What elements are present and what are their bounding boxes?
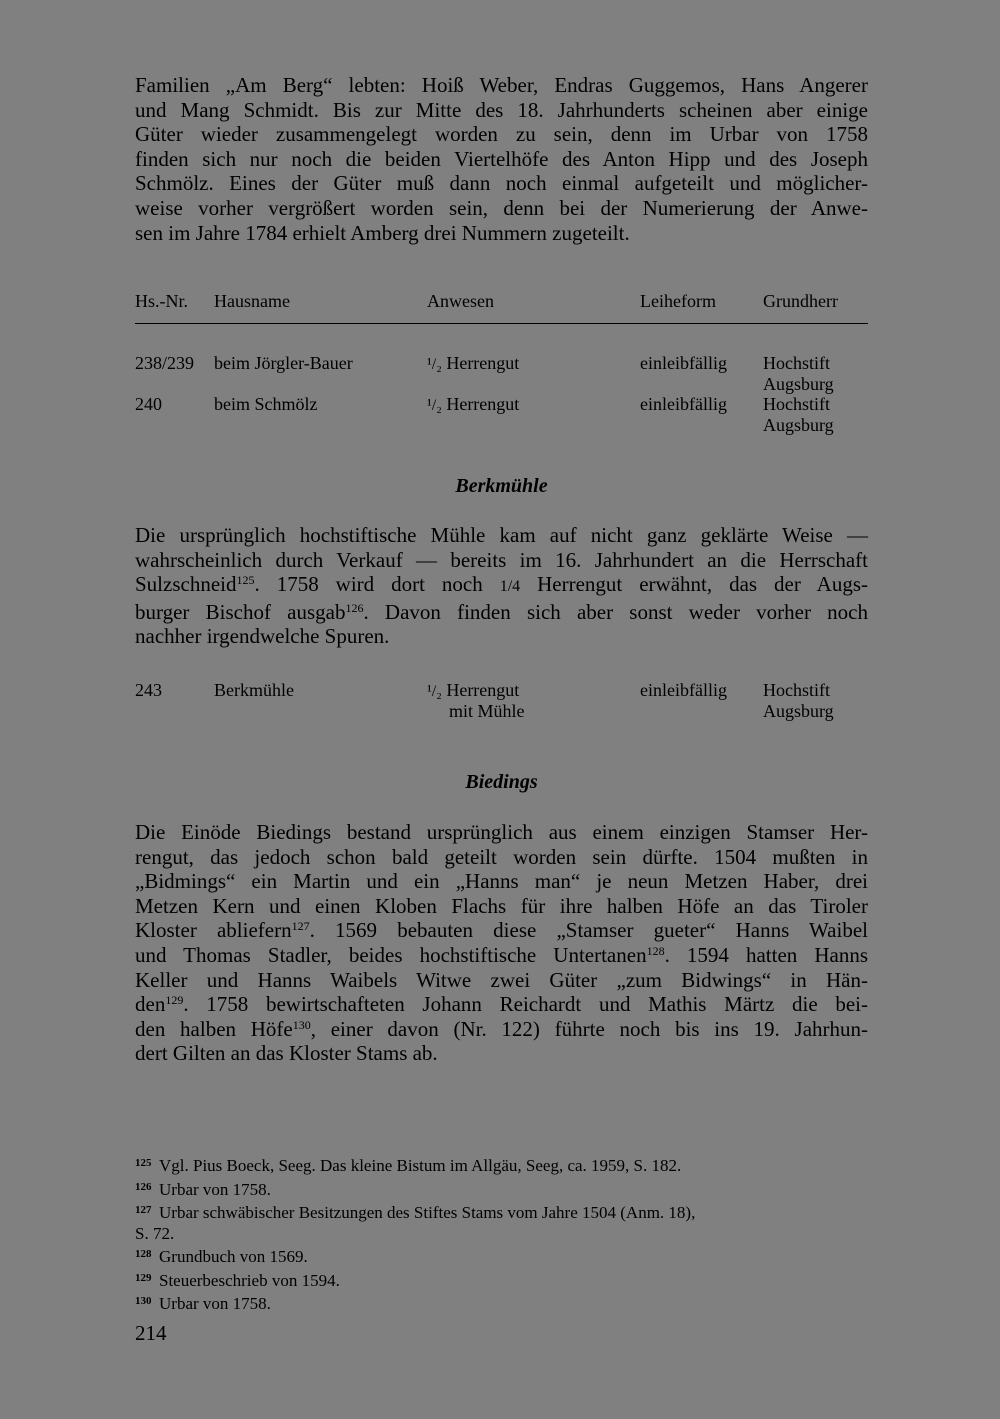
cell-nr: 238/239 [135,353,195,373]
column-header-hausname: Hausname [214,291,290,311]
footnote-text: Vgl. Pius Boeck, Seeg. Das kleine Bistum im Allgäu, Seeg, ca. 1959, S. 182. [159,1156,682,1175]
footnote-number: 126 [135,1180,152,1193]
cell-nr: 243 [135,680,162,700]
intro-paragraph [135,73,868,245]
cell-anwesen-line2: mit Mühle [449,701,525,721]
text-line: dert Gilten an das Kloster Stams ab. [135,1041,438,1066]
cell-anwesen: ¹/₂ Herrengut [427,680,520,700]
text-line: finden sich nur noch die beiden Viertelhöfe des Anton Hipp und des Joseph [135,146,868,171]
text-line: Metzen Kern und einen Kloben Flachs für ihre halben Höfe an das Tiroler [135,893,868,918]
text-line: Familien „Am Berg“ lebten: Hoiß Weber, Endras Guggemos, Hans Angerer [135,73,868,97]
footnote-ref: 130 [292,1017,311,1032]
text-line: burger Bischof ausgab$^{126}$. Davon finden sich aber sonst weder vorher noch [135,599,868,624]
footnote [135,1153,870,1177]
text-line: Schmölz. Eines der Güter muß dann noch einmal aufgeteilt und möglicher- [135,171,868,196]
footnote-ref: 127 [291,919,310,934]
table-rule [135,323,868,324]
cell-grundherr: Hochstift [763,680,830,700]
biedings-paragraph [135,820,868,1066]
table-row [135,353,868,395]
fraction: 1/4 [499,578,521,596]
cell-hausname: beim Schmölz [214,394,318,414]
berkmuehle-paragraph [135,523,868,649]
column-header-leiheform: Leiheform [640,291,716,311]
text-line: den$^{129}$. 1758 bewirtschafteten Johann Reichardt und Mathis Märtz die bei- [135,992,868,1017]
cell-grundherr: Hochstift [763,394,830,414]
text-line: und Thomas Stadler, beides hochstiftische Untertanen$^{128}$. 1594 hatten Hanns [135,942,868,967]
cell-anwesen: ¹/₂ Herrengut [427,394,520,414]
cell-grundherr-line2: Augsburg [763,701,834,721]
text-line: Die ursprünglich hochstiftische Mühle kam auf nicht ganz geklärte Weise — [135,523,868,547]
footnote-number: 129 [135,1271,152,1284]
cell-anwesen: ¹/₂ Herrengut [427,353,520,373]
text-line: rengut, das jedoch schon bald geteilt worden sein dürfte. 1504 mußten in [135,844,868,869]
column-header-anwesen: Anwesen [427,291,494,311]
table-row [135,394,868,436]
cell-leiheform: einleibfällig [640,353,727,373]
footnote-continuation: S. 72. [135,1223,175,1243]
text-line: und Mang Schmidt. Bis zur Mitte des 18. Jahrhunderts scheinen aber einige [135,97,868,122]
section-title-berkmuehle: Berkmühle [455,475,548,497]
text-line: nachher irgendwelche Spuren. [135,624,390,649]
footnote [135,1291,870,1315]
footnote-text: Grundbuch von 1569. [159,1247,308,1266]
text-line: sen im Jahre 1784 erhielt Amberg drei Nummern zugeteilt. [135,220,630,245]
footnote-text: Steuerbeschrieb von 1594. [159,1270,340,1290]
footnote-ref: 126 [345,600,364,615]
footnote-text: Urbar von 1758. [159,1179,271,1199]
text-line: Güter wieder zusammengelegt worden zu sein, denn im Urbar von 1758 [135,122,868,147]
footnote-number: 127 [135,1204,152,1216]
cell-hausname: beim Jörgler-Bauer [214,353,353,373]
footnote [135,1177,870,1201]
text-line: weise vorher vergrößert worden sein, denn bei der Numerierung der Anwe- [135,195,868,220]
footnote-ref: 125 [236,573,255,588]
cell-nr: 240 [135,394,162,414]
text-line: den halben Höfe$^{130}$, einer davon (Nr. 122) führte noch bis ins 19. Jahrhun- [135,1016,868,1041]
column-header-grundherr: Grundherr [763,291,838,311]
cell-hausname: Berkmühle [214,680,294,700]
cell-leiheform: einleibfällig [640,394,727,414]
footnote [135,1244,870,1268]
text-line: Sulzschneid$^{125}$. 1758 wird dort noch 1/4 Herrengut erwähnt, das der Augs- [135,572,868,597]
cell-grundherr-line2: Augsburg [763,374,834,394]
footnote-ref: 129 [165,993,184,1008]
cell-grundherr: Hochstift [763,353,830,373]
footnote-number: 125 [135,1157,152,1169]
cell-grundherr-line2: Augsburg [763,415,834,435]
footnote-text: Urbar schwäbischer Besitzungen des Stiftes Stams vom Jahre 1504 (Anm. 18), [159,1203,696,1222]
section-title-biedings: Biedings [465,771,538,793]
footnote-ref: 128 [646,943,665,958]
text-line: Die Einöde Biedings bestand ursprünglich aus einem einzigen Stamser Her- [135,820,868,844]
cell-leiheform: einleibfällig [640,680,727,700]
footnote-text: Urbar von 1758. [159,1294,271,1313]
footnotes [135,1153,870,1315]
text-line: „Bidmings“ ein Martin und ein „Hanns man“ je neun Metzen Haber, drei [135,869,868,894]
footnote [135,1268,870,1292]
page-number: 214 [135,1321,167,1345]
text-line: Kloster abliefern$^{127}$. 1569 bebauten diese „Stamser gueter“ Hanns Waibel [135,918,868,943]
table-row [135,680,868,722]
footnote [135,1200,870,1224]
footnote-number: 128 [135,1248,152,1260]
column-header-nr: Hs.-Nr. [135,291,188,311]
footnote-number: 130 [135,1295,152,1307]
text-line: wahrscheinlich durch Verkauf — bereits im 16. Jahrhundert an die Herrschaft [135,547,868,572]
text-line: Keller und Hanns Waibels Witwe zwei Güter „zum Bidwings“ in Hän- [135,967,868,992]
